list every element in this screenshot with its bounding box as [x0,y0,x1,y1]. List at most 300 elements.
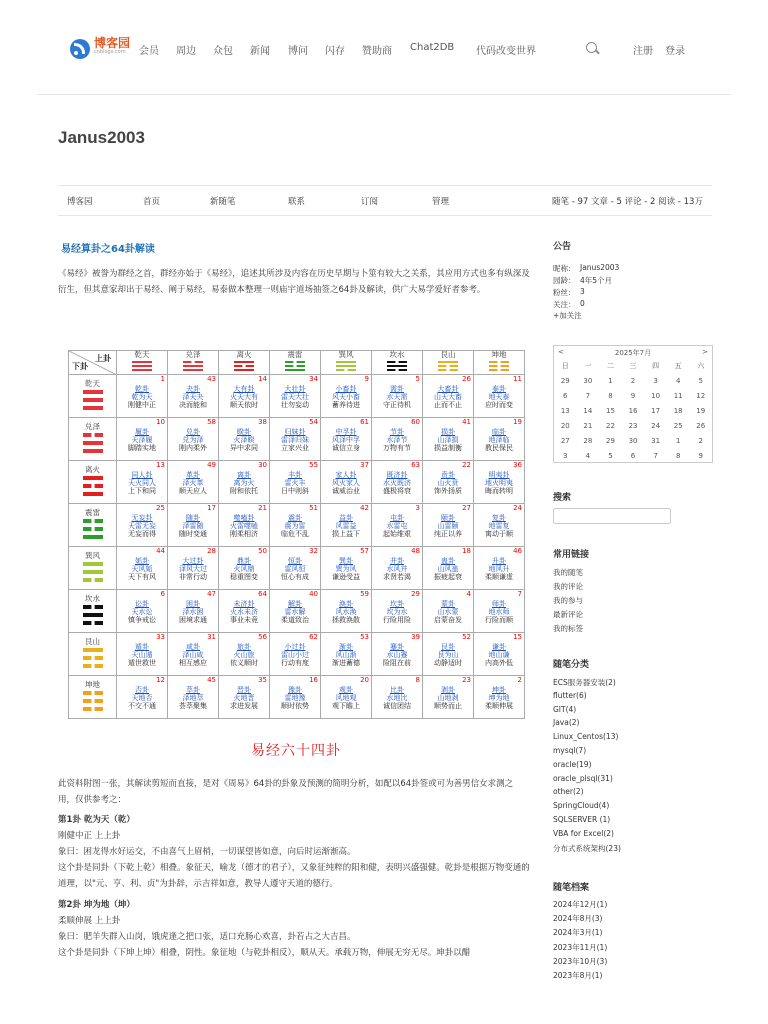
hexagram-name[interactable]: 解卦 [288,599,302,608]
hexagram-name[interactable]: 大过卦 [182,556,204,565]
hexagram-meaning: 求贤若渴 [383,573,411,582]
calendar-day[interactable]: 18 [673,406,683,415]
hexagram-number: 18 [462,547,471,555]
nav-item-chat2db[interactable]: Chat2DB [410,42,455,53]
hexagram-cell[interactable] [474,461,525,504]
column-header-label: 坎水 [389,350,405,360]
hexagram-cell[interactable] [168,590,219,633]
hexagram-meaning: 纯正以养 [434,530,462,539]
hexagram-name[interactable]: 贲卦 [441,470,455,479]
calendar-day[interactable]: 15 [605,406,615,415]
hexagram-cell[interactable] [474,633,525,676]
hexagram-name[interactable]: 中孚卦 [335,427,357,436]
calendar-day[interactable]: 2 [630,376,636,385]
archive-link[interactable]: 2024年3月(1) [553,928,603,938]
hexagram-name[interactable]: 涣卦 [339,599,353,608]
hexagram-full-name: 雷水解 [284,607,306,616]
calendar-weekday: 四 [652,361,660,370]
nav-item-news[interactable]: 新闻 [250,46,270,57]
hexagram-cell[interactable] [474,547,525,590]
row-header-label: 乾天 [85,378,100,388]
hexagram-name[interactable]: 革卦 [186,470,200,479]
hexagram-full-name: 艮为山 [437,650,459,659]
hexagram-full-name: 天雷无妄 [128,521,156,530]
hexagram-meaning: 应时而变 [485,401,513,410]
hexagram-name[interactable]: 渐卦 [339,642,353,651]
hexagram-number: 19 [513,418,522,426]
hexagram-name[interactable]: 节卦 [390,427,404,436]
hexagram-cell[interactable] [474,676,525,719]
trigram-icon [83,605,103,625]
hexagram-name[interactable]: 艮卦 [441,642,455,651]
hexagram-cell[interactable] [219,590,270,633]
hexagram-cell[interactable] [168,461,219,504]
section-line: 柔顺伸展 上上卦 [58,916,121,926]
hexagram-name[interactable]: 大畜卦 [437,384,459,393]
hexagram-name[interactable]: 大壮卦 [284,384,306,393]
row-header-label: 震雷 [85,507,100,517]
hexagram-meaning: 损益制衡 [434,444,462,453]
hexagram-name[interactable]: 复卦 [492,513,506,522]
subnav-subscribe[interactable]: 订阅 [361,197,379,207]
hexagram-cell[interactable] [270,590,321,633]
calendar-day[interactable]: 12 [696,391,706,400]
hexagram-full-name: 兑为泽 [182,435,204,444]
hexagram-name[interactable]: 震卦 [288,513,302,522]
category-link[interactable]: SpringCloud(4) [553,801,610,811]
divider [37,94,731,95]
hexagram-meaning: 立家兴业 [281,444,309,453]
hexagram-cell[interactable] [321,461,372,504]
hexagram-cell[interactable] [270,461,321,504]
hexagram-cell[interactable] [321,676,372,719]
hexagram-name[interactable]: 升卦 [492,556,506,565]
hexagram-cell[interactable] [219,461,270,504]
calendar-day[interactable]: 5 [608,451,613,460]
hexagram-full-name: 火雷噬嗑 [230,521,258,530]
subnav-home[interactable]: 首页 [143,197,161,207]
hexagram-cell[interactable] [321,590,372,633]
hexagram-name[interactable]: 颐卦 [441,513,455,522]
hexagram-cell[interactable] [270,375,321,418]
hexagram-name[interactable]: 家人卦 [335,470,357,479]
hexagram-full-name: 水泽节 [386,435,408,444]
archive-link[interactable]: 2024年12月(1) [553,900,608,909]
hexagram-full-name: 乾为天 [131,392,153,401]
hexagram-cell[interactable] [423,676,474,719]
hexagram-name[interactable]: 未济卦 [233,599,255,608]
column-header [270,351,321,375]
profile-following: 关注： 0 [553,299,585,309]
hexagram-meaning: 观下瞻上 [332,702,360,711]
hexagram-meaning: 临危不乱 [281,530,309,539]
row-header [69,418,117,461]
archive-link[interactable]: 2023年10月(3) [553,956,608,966]
hexagram-cell[interactable] [372,418,423,461]
calendar [553,345,713,463]
hexagram-cell[interactable] [423,461,474,504]
profile-nickname-link[interactable]: Janus2003 [580,263,620,272]
hexagram-name[interactable]: 夬卦 [186,384,200,393]
hexagram-name[interactable]: 恒卦 [288,556,302,565]
corner-lower-label: 下卦 [72,361,88,371]
calendar-day[interactable]: 17 [651,406,661,415]
hexagram-name[interactable]: 损卦 [441,427,455,436]
rss-logo-icon [70,39,90,59]
hexagram-full-name: 山天大畜 [434,392,462,401]
hexagram-number: 53 [360,633,369,641]
calendar-day[interactable]: 23 [628,421,638,430]
calendar-day[interactable]: 2 [698,436,703,445]
hexagram-name[interactable]: 坎卦 [390,599,404,608]
hexagram-full-name: 火风鼎 [233,564,255,573]
hexagram-name[interactable]: 蒙卦 [441,599,455,608]
hexagram-name[interactable]: 晋卦 [237,685,251,694]
calendar-day[interactable]: 13 [560,406,570,415]
hexagram-cell[interactable] [168,676,219,719]
sidebar-search-input[interactable] [553,508,671,524]
hexagram-name[interactable]: 无妄卦 [131,513,153,522]
category-link[interactable]: SQLSERVER (1) [553,815,611,824]
nav-item-sponsors[interactable]: 赞助商 [362,46,392,57]
hexagram-full-name: 山地剥 [437,693,459,702]
hexagram-cell[interactable] [270,504,321,547]
common-link[interactable]: 我的参与 [553,596,583,605]
hexagram-full-name: 风地观 [335,693,357,702]
hexagram-name[interactable]: 临卦 [492,427,506,436]
row-header [69,504,117,547]
hexagram-name[interactable]: 履卦 [135,427,149,436]
calendar-day[interactable]: 24 [651,421,661,430]
hexagram-cell[interactable] [270,633,321,676]
hexagram-cell[interactable] [117,676,168,719]
hexagram-meaning: 动静适时 [434,659,462,668]
blog-title[interactable]: Janus2003 [58,128,145,147]
archive-link[interactable]: 2023年11月(1) [553,942,608,952]
hexagram-name[interactable]: 谦卦 [492,642,506,651]
calendar-day[interactable]: 1 [675,436,681,445]
calendar-day[interactable]: 21 [583,421,593,430]
hexagram-name[interactable]: 蛊卦 [441,556,455,565]
hexagram-number: 4 [466,590,471,598]
profile-fans: 粉丝： 3 [553,287,585,297]
hexagram-name[interactable]: 坤卦 [492,685,506,694]
hexagram-cell[interactable] [168,547,219,590]
hexagram-meaning: 荟萃聚集 [179,702,207,711]
hexagram-number: 32 [309,547,318,555]
hexagram-name[interactable]: 明夷卦 [488,470,510,479]
hexagram-name[interactable]: 比卦 [390,685,404,694]
hexagram-name[interactable]: 小过卦 [284,642,306,651]
profile-age: 园龄： 4年5个月 [553,276,613,285]
category-link[interactable]: flutter(6) [553,690,587,700]
hexagram-name[interactable]: 大有卦 [233,384,255,393]
calendar-day[interactable]: 29 [560,376,570,385]
trigram-icon [83,390,103,410]
calendar-day[interactable]: 3 [563,451,568,460]
hexagram-cell[interactable] [372,547,423,590]
category-link[interactable]: Java(2) [553,718,580,728]
search-icon[interactable] [586,42,597,53]
hexagram-cell[interactable] [270,676,321,719]
hexagram-cell[interactable] [117,504,168,547]
nav-item-merch[interactable]: 周边 [176,46,196,57]
register-link[interactable]: 注册 [633,46,653,57]
hexagram-cell[interactable] [117,461,168,504]
hexagram-name[interactable]: 豫卦 [288,685,302,694]
calendar-day[interactable]: 6 [563,391,568,400]
hexagram-cell[interactable] [168,375,219,418]
category-link[interactable]: other(2) [553,787,584,797]
hexagram-cell[interactable] [219,547,270,590]
calendar-day[interactable]: 29 [605,436,615,445]
hexagram-cell[interactable] [321,547,372,590]
calendar-day[interactable]: 9 [698,451,703,460]
hexagram-name[interactable]: 离卦 [237,470,251,479]
hexagram-cell[interactable] [474,418,525,461]
hexagram-name[interactable]: 否卦 [135,685,149,694]
hexagram-name[interactable]: 师卦 [492,599,506,608]
hexagram-meaning: 决而能和 [179,401,207,410]
calendar-weekday-row [554,358,712,373]
hexagram-meaning: 附和依托 [230,487,258,496]
calendar-prev-button[interactable]: < [558,348,564,356]
nav-item-crowdsource[interactable]: 众包 [213,46,233,57]
hexagram-name[interactable]: 乾卦 [135,384,149,393]
category-link[interactable]: oracle(19) [553,759,592,769]
hexagram-meaning: 刚柔相济 [230,530,258,539]
hexagram-name[interactable]: 萃卦 [186,685,200,694]
hexagram-meaning: 慎争戒讼 [128,616,156,625]
hexagram-cell[interactable] [372,375,423,418]
calendar-day[interactable]: 19 [696,406,706,415]
calendar-next-button[interactable]: > [702,348,708,356]
calendar-day[interactable]: 8 [675,451,681,460]
hexagram-meaning: 诚威治业 [332,487,360,496]
hexagram-cell[interactable] [474,504,525,547]
calendar-day[interactable]: 31 [651,436,661,445]
nav-item-questions[interactable]: 博问 [288,46,308,57]
hexagram-meaning: 险阻在前 [383,659,411,668]
site-logo[interactable] [70,37,130,59]
subnav-new-post[interactable]: 新随笔 [210,197,236,207]
table-row [69,676,525,719]
hexagram-cell[interactable] [219,504,270,547]
common-link[interactable]: 我的随笔 [553,568,583,577]
hexagram-name[interactable]: 噬嗑卦 [233,513,255,522]
category-link[interactable]: Linux_Centos(13) [553,732,619,742]
hexagram-name[interactable]: 剥卦 [441,685,455,694]
calendar-day[interactable]: 11 [673,391,683,400]
hexagram-name[interactable]: 巽卦 [339,556,353,565]
hexagram-cell[interactable] [423,633,474,676]
row-header-label: 巽风 [85,550,100,560]
category-link[interactable]: GIT(4) [553,704,577,714]
post-after-chart: 此资料附图一张，其解读剪短而直接，是对《周易》64卦的卦象及预测的简明分析，如配以64卦签或可为善男信女求测之用，仅供参考之： [58,779,514,805]
calendar-weekday: 五 [674,361,682,370]
hexagram-name[interactable]: 兑卦 [186,427,200,436]
hexagram-chart [68,350,524,766]
section-line: 这个卦是同卦（下乾上乾）相叠。象征天，喻龙（德才的君子），又象征纯粹的阳和健，表明兴盛强健。乾卦是根据万物变通的道理，以"元、亨、利、贞"为卦辞，示吉祥如意，教导人遵守天道的德行。 [58,863,530,889]
hexagram-full-name: 山风蛊 [437,564,459,573]
hexagram-cell[interactable] [168,418,219,461]
hexagram-cell[interactable] [168,633,219,676]
hexagram-name[interactable]: 既济卦 [386,470,408,479]
section-line: 刚健中正 上上卦 [58,831,121,841]
calendar-day[interactable]: 3 [653,376,658,385]
hexagram-cell[interactable] [372,633,423,676]
category-link[interactable]: 分布式系统架构(23) [553,843,621,853]
hexagram-cell[interactable] [474,375,525,418]
logo-text: 博客园 [94,36,131,50]
hexagram-name[interactable]: 鼎卦 [237,556,251,565]
calendar-day[interactable]: 9 [630,391,636,400]
login-link[interactable]: 登录 [665,46,685,57]
hexagram-full-name: 雷泽归妹 [281,435,309,444]
category-link[interactable]: VBA for Excel(2) [553,828,614,838]
hexagram-number: 12 [156,676,165,684]
hexagram-cell[interactable] [270,547,321,590]
hexagram-meaning: 谦逊受益 [332,573,360,582]
hexagram-name[interactable]: 遁卦 [135,642,149,651]
hexagram-name[interactable]: 屯卦 [390,513,404,522]
hexagram-cell[interactable] [372,504,423,547]
hexagram-name[interactable]: 益卦 [339,513,353,522]
hexagram-number: 41 [462,418,471,426]
calendar-day[interactable]: 26 [696,421,706,430]
subnav-manage[interactable]: 管理 [432,197,450,207]
nav-item-members[interactable]: 会员 [139,46,159,57]
hexagram-full-name: 天火同人 [128,478,156,487]
follow-link[interactable]: +加关注 [553,311,582,320]
hexagram-number: 40 [309,590,318,598]
calendar-day[interactable]: 10 [651,391,661,400]
hexagram-cell[interactable] [117,547,168,590]
hexagram-meaning: 异中求同 [230,444,258,453]
common-link[interactable]: 我的标签 [553,624,583,633]
hexagram-name[interactable]: 姤卦 [135,556,149,565]
hexagram-cell[interactable] [219,375,270,418]
hexagram-name[interactable]: 丰卦 [288,470,302,479]
hexagram-full-name: 风雷益 [335,521,357,530]
hexagram-name[interactable]: 泰卦 [492,384,506,393]
category-link[interactable]: mysql(7) [553,746,587,755]
hexagram-cell[interactable] [117,418,168,461]
hexagram-cell[interactable] [423,547,474,590]
calendar-day[interactable]: 8 [608,391,613,400]
hexagram-name[interactable]: 归妹卦 [284,427,306,436]
hexagram-cell[interactable] [117,375,168,418]
calendar-day[interactable]: 6 [630,451,636,460]
hexagram-name[interactable]: 需卦 [390,384,404,393]
hexagram-name[interactable]: 井卦 [390,556,404,565]
hexagram-full-name: 雷地豫 [284,693,306,702]
hexagram-name[interactable]: 蹇卦 [390,642,404,651]
hexagram-number: 29 [411,590,420,598]
subnav-cnblogs[interactable]: 博客园 [67,197,93,207]
calendar-day[interactable]: 27 [560,436,570,445]
calendar-day[interactable]: 14 [583,406,593,415]
hexagram-cell[interactable] [219,633,270,676]
calendar-day[interactable]: 25 [673,421,683,430]
archive-link[interactable]: 2023年8月(1) [553,971,603,980]
trigram-icon [336,361,356,374]
category-link[interactable]: oracle_plsql(31) [553,773,613,783]
hexagram-name[interactable]: 困卦 [186,599,200,608]
hexagram-number: 22 [462,461,471,469]
hexagram-cell[interactable] [321,504,372,547]
common-link[interactable]: 最新评论 [553,610,583,619]
nav-item-flash[interactable]: 闪存 [325,46,345,57]
subnav-contact[interactable]: 联系 [288,197,306,207]
hexagram-cell[interactable] [423,418,474,461]
calendar-day[interactable]: 30 [628,436,638,445]
nav-item-code-changes-world[interactable]: 代码改变世界 [476,46,536,57]
calendar-day[interactable]: 20 [560,421,570,430]
section-heading: 第1卦 乾为天（乾） [58,815,135,825]
calendar-day[interactable]: 7 [653,451,658,460]
hexagram-name[interactable]: 讼卦 [135,599,149,608]
hexagram-name[interactable]: 小畜卦 [335,384,357,393]
hexagram-cell[interactable] [474,590,525,633]
profile-nickname: 昵称： Janus2003 [553,263,620,273]
post-title[interactable]: 易经算卦之64卦解读 [61,244,155,255]
calendar-day[interactable]: 4 [675,376,681,385]
hexagram-full-name: 雷火丰 [284,478,306,487]
hexagram-cell[interactable] [423,590,474,633]
hexagram-cell[interactable] [270,418,321,461]
hexagram-name[interactable]: 随卦 [186,513,200,522]
common-link[interactable]: 我的评论 [553,582,583,591]
calendar-day[interactable]: 28 [583,436,593,445]
hexagram-full-name: 泽雷随 [182,521,204,530]
hexagram-name[interactable]: 观卦 [339,685,353,694]
calendar-day[interactable]: 16 [628,406,638,415]
calendar-day[interactable]: 5 [698,376,703,385]
archive-link[interactable]: 2024年8月(3) [553,914,603,924]
hexagram-cell[interactable] [117,590,168,633]
category-link[interactable]: ECS服务器安装(2) [553,678,616,687]
hexagram-cell[interactable] [168,504,219,547]
row-header [69,375,117,418]
hexagram-cell[interactable] [423,504,474,547]
hexagram-cell[interactable] [372,590,423,633]
hexagram-cell[interactable] [219,676,270,719]
hexagram-cell[interactable] [321,633,372,676]
calendar-day[interactable]: 4 [585,451,591,460]
hexagram-full-name: 天风姤 [131,564,153,573]
column-header [423,351,474,375]
calendar-weekday: 二 [606,361,614,370]
hexagram-cell[interactable] [321,418,372,461]
hexagram-cell[interactable] [372,676,423,719]
hexagram-cell[interactable] [321,375,372,418]
hexagram-number: 37 [360,461,369,469]
hexagram-cell[interactable] [219,418,270,461]
hexagram-cell[interactable] [372,461,423,504]
hexagram-cell[interactable] [423,375,474,418]
hexagram-name[interactable]: 旅卦 [237,642,251,651]
hexagram-full-name: 火地晋 [233,693,255,702]
hexagram-name[interactable]: 咸卦 [186,642,200,651]
calendar-day[interactable]: 30 [583,376,593,385]
hexagram-cell[interactable] [117,633,168,676]
calendar-day[interactable]: 22 [605,421,615,430]
calendar-day[interactable]: 7 [585,391,591,400]
hexagram-name[interactable]: 同人卦 [131,470,153,479]
calendar-day[interactable]: 1 [608,376,613,385]
hexagram-name[interactable]: 睽卦 [237,427,251,436]
